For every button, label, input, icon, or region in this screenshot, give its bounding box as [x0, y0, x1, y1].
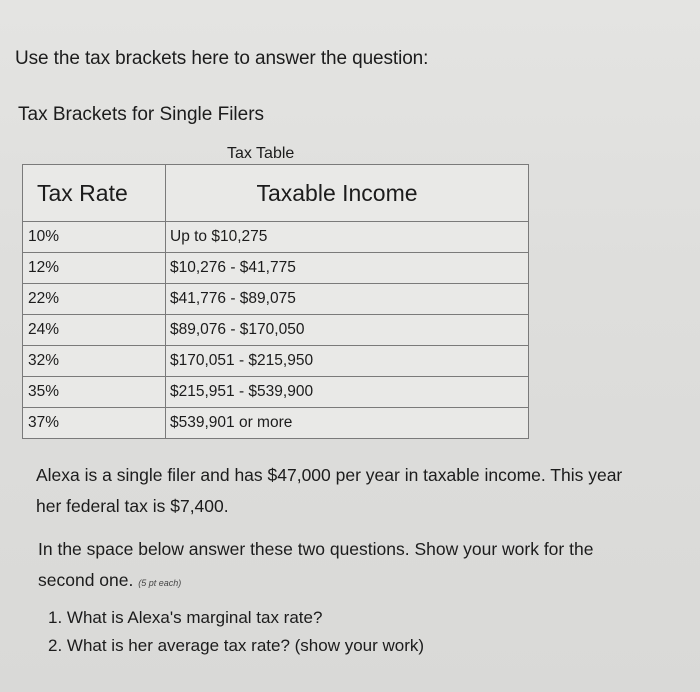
- instructions-line-2-text: second one.: [38, 570, 134, 590]
- cell-income: $539,901 or more: [166, 408, 529, 439]
- instructions: [38, 534, 688, 599]
- table-row: [23, 315, 529, 346]
- table-row: [23, 377, 529, 408]
- problem-line-1: Alexa is a single filer and has $47,000 per year in taxable income. This year: [36, 465, 623, 485]
- cell-rate: 10%: [23, 222, 166, 253]
- cell-income: $170,051 - $215,950: [166, 346, 529, 377]
- header-taxable-income: Taxable Income: [166, 165, 529, 222]
- cell-income: $215,951 - $539,900: [166, 377, 529, 408]
- table-header-row: [23, 165, 529, 222]
- cell-income: Up to $10,275: [166, 222, 529, 253]
- cell-income: $89,076 - $170,050: [166, 315, 529, 346]
- table-row: [23, 284, 529, 315]
- instructions-line-1: In the space below answer these two questions. Show your work for the: [38, 539, 594, 559]
- table-row: [23, 408, 529, 439]
- table-caption: Tax Table: [227, 145, 295, 162]
- table-subtitle: Tax Brackets for Single Filers: [18, 104, 265, 125]
- question-item: 1. What is Alexa's marginal tax rate?: [48, 608, 323, 627]
- table-row: [23, 253, 529, 284]
- cell-rate: 22%: [23, 284, 166, 315]
- intro-text: Use the tax brackets here to answer the question:: [15, 48, 429, 69]
- cell-rate: 35%: [23, 377, 166, 408]
- cell-rate: 12%: [23, 253, 166, 284]
- instructions-line-2: [38, 565, 688, 599]
- question-item: 2. What is her average tax rate? (show your work): [48, 636, 425, 655]
- points-note: (5 pt each): [138, 578, 182, 588]
- table-row: [23, 222, 529, 253]
- cell-income: $41,776 - $89,075: [166, 284, 529, 315]
- cell-rate: 24%: [23, 315, 166, 346]
- header-tax-rate: Tax Rate: [23, 165, 166, 222]
- table-row: [23, 346, 529, 377]
- tax-bracket-table: [22, 164, 529, 439]
- problem-line-2: her federal tax is $7,400.: [36, 496, 229, 516]
- problem-statement: [36, 460, 686, 522]
- cell-income: $10,276 - $41,775: [166, 253, 529, 284]
- cell-rate: 37%: [23, 408, 166, 439]
- cell-rate: 32%: [23, 346, 166, 377]
- question-list: [48, 604, 424, 660]
